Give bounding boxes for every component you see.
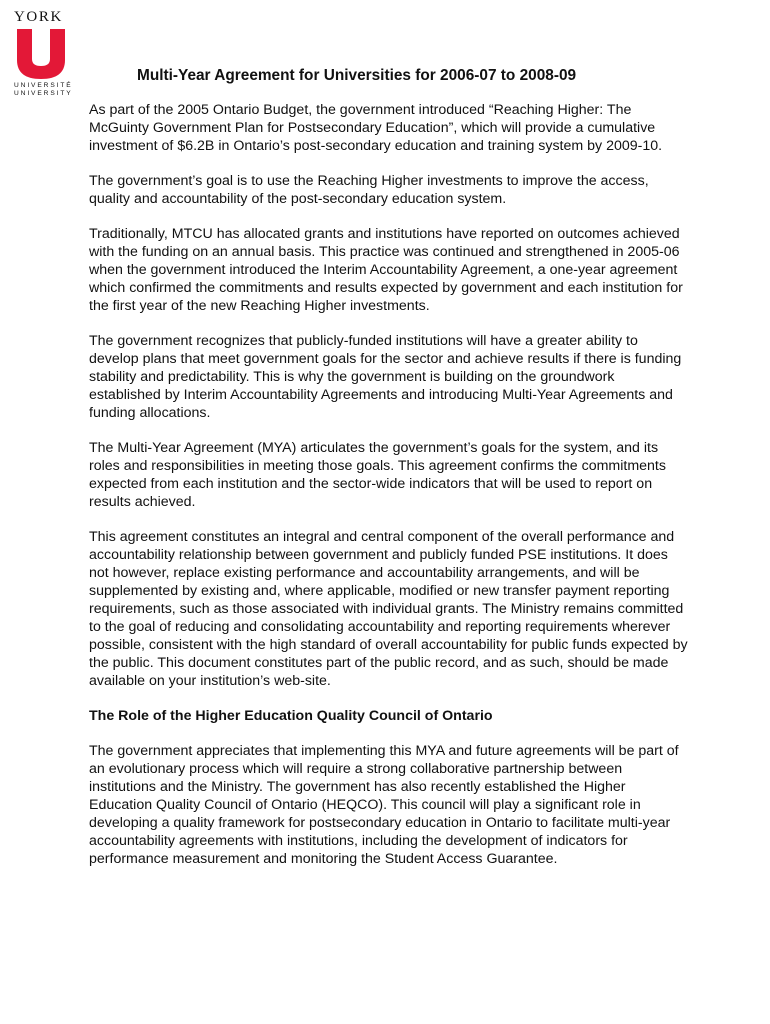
logo-university-text: UNIVERSITY bbox=[14, 90, 73, 97]
document-body bbox=[89, 66, 689, 868]
paragraph-mya: The Multi-Year Agreement (MYA) articulates the government’s goals for the system, and its roles and responsibilities in meeting those goals. This agreement confirms the commitments expected from each institution and the sector-wide indicators that will be used to report on results achieved. bbox=[89, 440, 666, 510]
paragraph-goal: The government’s goal is to use the Reaching Higher investments to improve the access, quality and accountability of the post-secondary education system. bbox=[89, 173, 649, 207]
paragraph-agreement: This agreement constitutes an integral and central component of the overall performance and accountability relationship between government and publicly funded PSE institutions. It does not however, replace existing performance and accountability arrangements, and will be supplemented by existing and, where applicable, modified or new transfer payment reporting requirements, such as those associated with individual grants. The Ministry remains committed to the goal of reducing and consolidating accountability and reporting requirements wherever possible, consistent with the high standard of overall accountability for public funds expected by the public. This document constitutes part of the public record, and as such, should be made available on your institution’s web-site. bbox=[89, 529, 688, 689]
section-heading: The Role of the Higher Education Quality Council of Ontario bbox=[89, 708, 493, 724]
logo-universite-text: UNIVERSITÉ bbox=[14, 82, 73, 89]
paragraph-heqco: The government appreciates that implementing this MYA and future agreements will be part of an evolutionary process which will require a strong collaborative partnership between institutions and the Ministry. The government has also recently established the Higher Education Quality Council of Ontario (HEQCO). This council will play a significant role in developing a quality framework for postsecondary education in Ontario to facilitate multi-year accountability agreements with institutions, including the development of indicators for performance measurement and monitoring the Student Access Guarantee. bbox=[89, 743, 679, 867]
paragraph-recognizes: The government recognizes that publicly-funded institutions will have a greater ability to develop plans that meet government goals for the sector and achieve results if there is funding stability and predictability. This is why the government is building on the groundwork established by Interim Accountability Agreements and introducing Multi-Year Agreements and funding allocations. bbox=[89, 333, 682, 421]
document-title: Multi-Year Agreement for Universities for 2006-07 to 2008-09 bbox=[137, 67, 577, 84]
york-university-logo bbox=[14, 9, 73, 97]
paragraph-traditionally: Traditionally, MTCU has allocated grants and institutions have reported on outcomes achieved with the funding on an annual basis. This practice was continued and strengthened in 2005-06 when the government introduced the Interim Accountability Agreement, a one-year agreement which confirmed the commitments and results expected by government and each institution for the first year of the new Reaching Higher investments. bbox=[89, 226, 683, 314]
paragraph-budget: As part of the 2005 Ontario Budget, the government introduced “Reaching Higher: The McGuinty Government Plan for Postsecondary Education”, which will provide a cumulative investment of $6.2B in Ontario’s post-secondary education and training system by 2009-10. bbox=[89, 102, 663, 154]
logo-wordmark: YORK bbox=[14, 9, 63, 25]
york-u-mark-icon bbox=[14, 29, 68, 81]
